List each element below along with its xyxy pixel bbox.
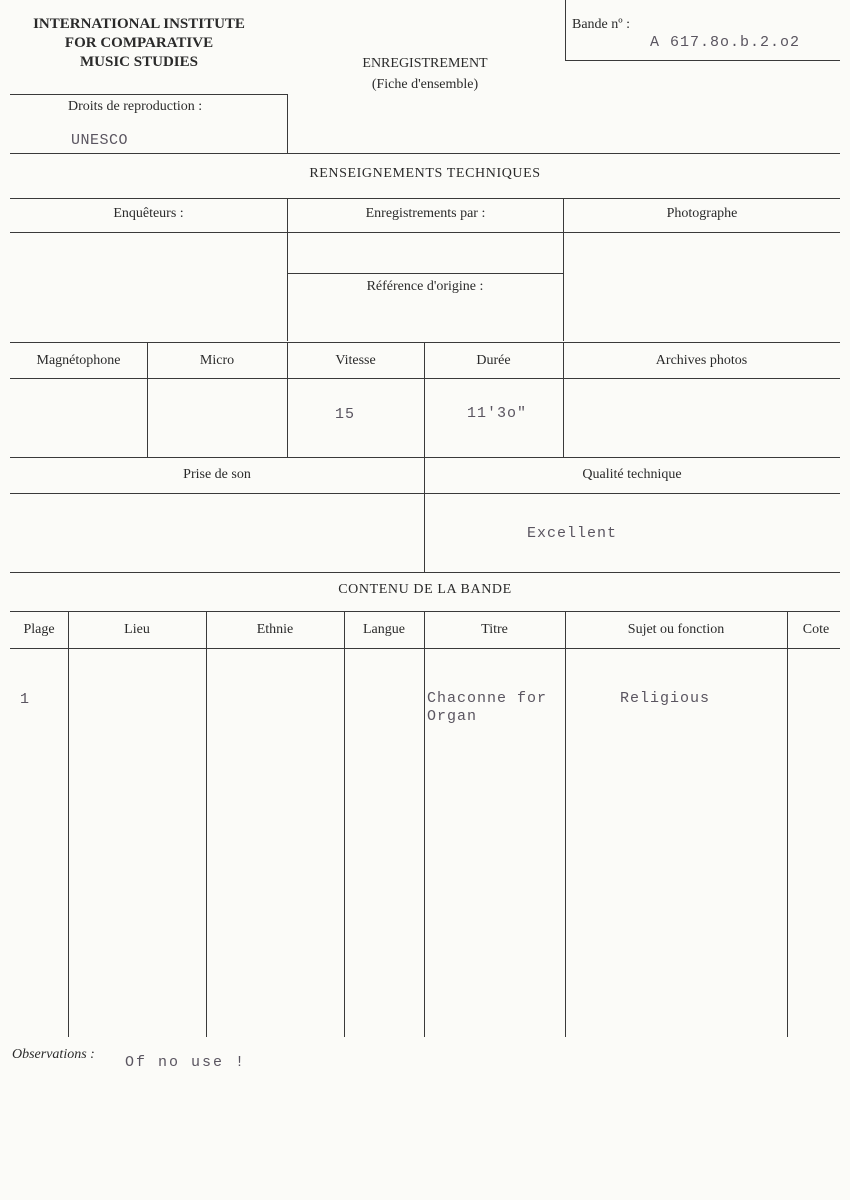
- contenu-vline-6: [787, 611, 788, 1037]
- droits-label: Droits de reproduction :: [68, 99, 203, 114]
- contenu-vline-1: [68, 611, 69, 1037]
- droits-value: UNESCO: [71, 132, 129, 149]
- observations-value: Of no use !: [125, 1054, 247, 1071]
- form-subtitle: (Fiche d'ensemble): [371, 77, 479, 92]
- tech-line-7: [10, 493, 840, 494]
- photographe-label: Photographe: [666, 206, 738, 221]
- contenu-line-2: [10, 648, 840, 649]
- equip-vline-4: [563, 342, 564, 457]
- col-lieu: Lieu: [124, 622, 150, 637]
- reference-line: [287, 273, 563, 274]
- bande-value: A 617.8o.b.2.o2: [650, 34, 801, 51]
- tech-line-5: [10, 378, 840, 379]
- institute-line-2: FOR COMPARATIVE: [64, 35, 214, 51]
- droits-box-top: [10, 94, 288, 95]
- enqueteurs-label: Enquêteurs :: [113, 206, 184, 221]
- institute-name: [8, 15, 270, 72]
- micro-label: Micro: [199, 353, 235, 368]
- section-line-1: [10, 153, 840, 154]
- duree-label: Durée: [476, 353, 511, 368]
- institute-line-3: MUSIC STUDIES: [80, 54, 198, 70]
- equip-vline-2: [287, 342, 288, 457]
- col-ethnie: Ethnie: [256, 622, 294, 637]
- bande-label: Bande nº :: [572, 17, 630, 32]
- qualite-value: Excellent: [527, 525, 618, 542]
- tech-line-3: [10, 232, 840, 233]
- form-title: ENREGISTREMENT: [362, 56, 488, 71]
- col-langue: Langue: [363, 622, 405, 637]
- contenu-line-1: [10, 611, 840, 612]
- tech-line-6: [10, 457, 840, 458]
- section-contenu-title: CONTENU DE LA BANDE: [338, 582, 512, 597]
- contenu-vline-4: [424, 611, 425, 1037]
- duree-value: 11'3o": [467, 405, 528, 422]
- bande-box-bottom: [565, 60, 840, 61]
- institute-line-1: INTERNATIONAL INSTITUTE: [33, 16, 245, 32]
- tech-line-4: [10, 342, 840, 343]
- section-line-2: [10, 198, 840, 199]
- vitesse-value: 15: [335, 406, 356, 423]
- tech-vline-2: [563, 198, 564, 341]
- observations-label: Observations :: [12, 1047, 95, 1062]
- enregistrements-label: Enregistrements par :: [365, 206, 486, 221]
- contenu-vline-2: [206, 611, 207, 1037]
- qualite-label: Qualité technique: [582, 467, 682, 482]
- bande-box-left: [565, 0, 566, 61]
- qualite-vline: [424, 457, 425, 572]
- prise-label: Prise de son: [183, 467, 251, 482]
- reference-label: Référence d'origine :: [366, 279, 484, 294]
- equip-vline-3: [424, 342, 425, 457]
- col-plage: Plage: [23, 622, 55, 637]
- contenu-vline-5: [565, 611, 566, 1037]
- col-titre: Titre: [481, 622, 508, 637]
- tech-vline-1: [287, 198, 288, 341]
- magnetophone-label: Magnétophone: [36, 353, 121, 368]
- vitesse-label: Vitesse: [335, 353, 376, 368]
- row-1-titre: Chaconne for Organ: [427, 690, 548, 725]
- droits-box-right: [287, 94, 288, 153]
- col-sujet: Sujet ou fonction: [627, 622, 725, 637]
- contenu-vline-3: [344, 611, 345, 1037]
- tech-line-8: [10, 572, 840, 573]
- archives-label: Archives photos: [655, 353, 748, 368]
- row-1-sujet: Religious: [620, 690, 711, 707]
- section-technique-title: RENSEIGNEMENTS TECHNIQUES: [309, 166, 541, 181]
- equip-vline-1: [147, 342, 148, 457]
- col-cote: Cote: [802, 622, 830, 637]
- row-1-plage: 1: [20, 691, 31, 708]
